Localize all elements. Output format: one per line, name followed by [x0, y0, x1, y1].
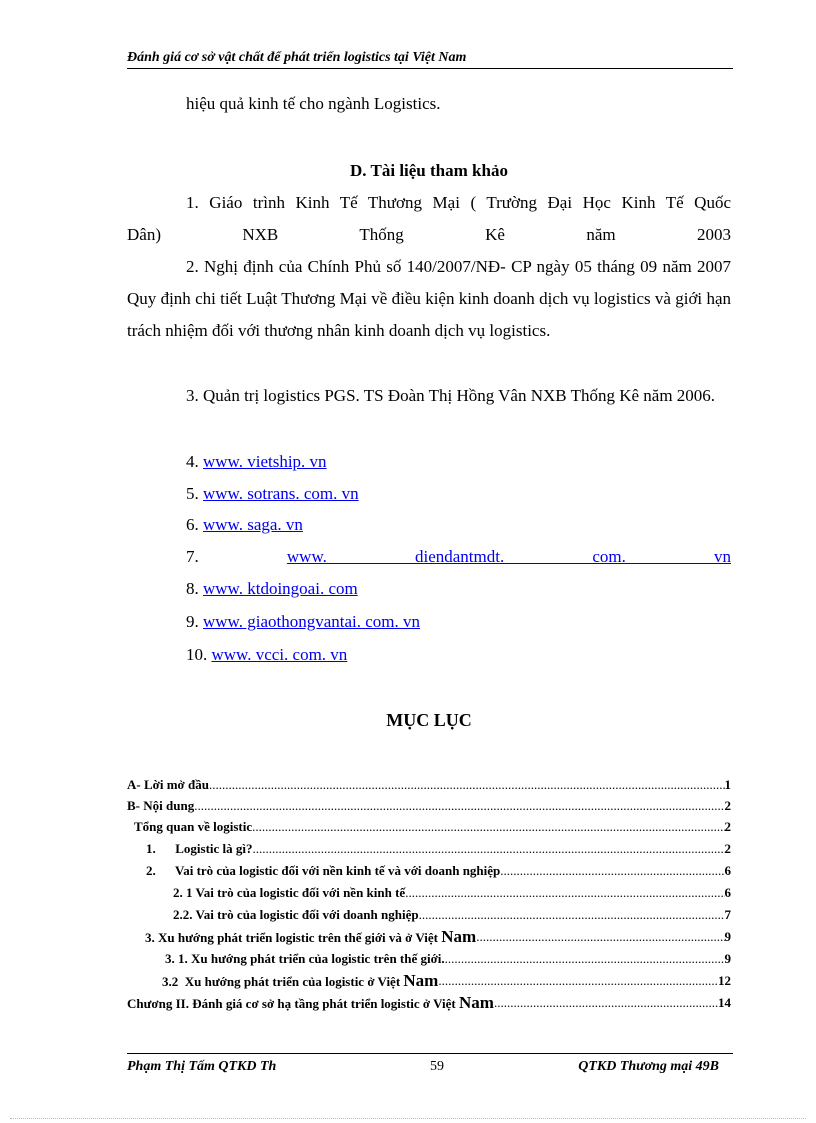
header-title: Đánh giá cơ sở vật chất để phát triển logistics tại Việt Nam	[127, 50, 467, 65]
toc-entry-page: 1	[724, 777, 731, 792]
reference-number: 8.	[186, 579, 199, 598]
toc-entry-page: 2	[724, 841, 731, 856]
reference-2: 2. Nghị định của Chính Phủ số 140/2007/NĐ- CP ngày 05 tháng 09 năm 2007 Quy định chi tiết Luật Thương Mại về điều kiện kinh doanh dịch vụ logistics và giới hạn trách nhiệm đối với thương nhân kinh doanh dịch vụ logistics.	[127, 257, 731, 340]
toc-entry[interactable]	[127, 797, 731, 815]
toc-entry-page: 2	[724, 819, 731, 834]
toc-entry-label: 2. 1 Vai trò của logistic đối với nền kinh tế	[173, 885, 406, 900]
link-ktdoingoai[interactable]: www. ktdoingoai. com	[203, 579, 358, 598]
toc-entry-label: 1. Logistic là gì?	[146, 841, 253, 856]
toc-heading: MỤC LỤC	[386, 710, 472, 730]
link-sotrans[interactable]: www. sotrans. com. vn	[203, 484, 359, 503]
reference-5	[127, 478, 731, 510]
running-footer	[127, 1053, 733, 1078]
intro-line: hiệu quả kinh tế cho ngành Logistics.	[186, 94, 441, 113]
toc-entry-page: 7	[724, 907, 731, 922]
reference-number: 5.	[186, 484, 199, 503]
reference-6	[127, 509, 731, 541]
reference-number: 10.	[186, 645, 208, 664]
toc-entry-label: 2. Vai trò của logistic đối với nền kinh tế và với doanh nghiệp	[146, 863, 501, 878]
link-vietship[interactable]: www. vietship. vn	[203, 452, 327, 471]
toc-entry[interactable]	[127, 928, 731, 946]
toc-entry-label: B- Nội dung	[127, 798, 195, 813]
toc-entry-page: 6	[724, 885, 731, 900]
toc-entry-page: 14	[718, 995, 731, 1010]
toc-entry-label: 3.2 Xu hướng phát triển của logistic ở Việt Nam	[162, 971, 439, 990]
toc-entry[interactable]	[127, 840, 731, 858]
running-header	[127, 50, 733, 69]
reference-number: 7.	[186, 547, 199, 566]
toc-entry[interactable]	[127, 884, 731, 902]
page-number: 59	[430, 1059, 444, 1074]
toc-entry[interactable]	[127, 818, 731, 836]
reference-10	[127, 639, 731, 671]
toc-entry[interactable]	[127, 776, 731, 794]
toc-entry-page: 12	[718, 973, 731, 988]
footer-class: QTKD Thương mại 49B	[578, 1059, 719, 1074]
toc-entry-label: 3. Xu hướng phát triển logistic trên thế giới và ở Việt Nam	[145, 927, 477, 946]
toc-entry[interactable]	[127, 862, 731, 880]
reference-number: 9.	[186, 612, 199, 631]
toc-entry[interactable]	[127, 950, 731, 968]
link-saga[interactable]: www. saga. vn	[203, 515, 303, 534]
references-heading: D. Tài liệu tham khảo	[350, 161, 508, 180]
link-giaothongvantai[interactable]: www. giaothongvantai. com. vn	[203, 612, 421, 631]
toc-entry[interactable]	[127, 994, 731, 1012]
reference-7	[127, 541, 731, 573]
reference-1-line-2: Dân) NXB Thống Kê năm 2003	[127, 225, 731, 244]
page-edge-divider	[10, 1118, 806, 1119]
link-diendantmdt[interactable]: www. diendantmdt. com. vn	[286, 547, 732, 566]
toc-entry-label: 3. 1. Xu hướng phát triển của logistic trên thế giới.	[165, 951, 445, 966]
toc-entry[interactable]	[127, 906, 731, 924]
toc-entry-page: 6	[724, 863, 731, 878]
toc-entry-label: Chương II. Đánh giá cơ sở hạ tầng phát triển logistic ở Việt Nam	[127, 993, 494, 1012]
toc-entry[interactable]	[127, 972, 731, 990]
reference-8	[127, 573, 731, 605]
toc-entry-page: 2	[724, 798, 731, 813]
toc-entry-label: A- Lời mở đầu	[127, 777, 209, 792]
reference-1-line-1: 1. Giáo trình Kinh Tế Thương Mại ( Trường Đại Học Kinh Tế Quốc	[186, 193, 731, 212]
toc-entry-label: Tổng quan về logistic	[134, 819, 253, 834]
toc-entry-page: 9	[724, 929, 731, 944]
reference-4	[127, 446, 731, 478]
toc-entry-page: 9	[724, 951, 731, 966]
toc-entry-label: 2.2. Vai trò của logistic đối với doanh nghiệp	[173, 907, 419, 922]
reference-number: 4.	[186, 452, 199, 471]
footer-author: Phạm Thị Tấm QTKD Th	[127, 1059, 277, 1074]
reference-number: 6.	[186, 515, 199, 534]
link-vcci[interactable]: www. vcci. com. vn	[211, 645, 348, 664]
reference-3: 3. Quản trị logistics PGS. TS Đoàn Thị Hồng Vân NXB Thống Kê năm 2006.	[186, 386, 716, 405]
reference-9	[127, 606, 731, 638]
